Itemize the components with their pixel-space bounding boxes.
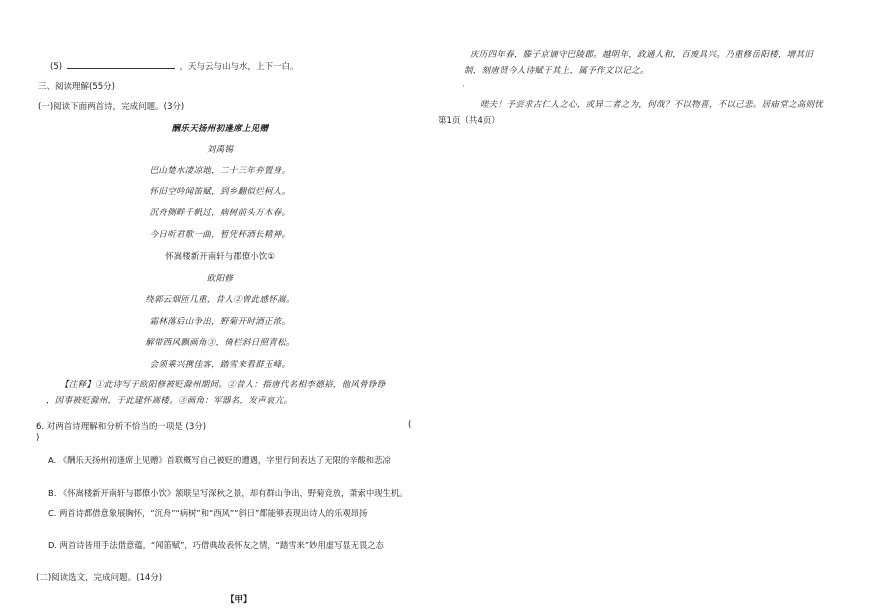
section3-heading: 三、阅读理解(55分) xyxy=(38,82,115,92)
answer-paren-close: ) xyxy=(36,433,40,443)
poem2-line: 会须乘兴携佳客，踏雪来看群玉峰。 xyxy=(149,360,291,370)
option-c: C. 两首诗都借意象展胸怀，“沉舟”“病树”和“西风”“斜日”都能够表现出诗人的乐观昂扬 xyxy=(48,508,368,518)
option-a: A. 《酬乐天扬州初逢席上见赠》首联概写自己被贬的遭遇，字里行间表达了无限的辛酸和悲凉 xyxy=(48,455,391,465)
poem1-title: 酬乐天扬州初逢席上见赠 xyxy=(171,124,269,134)
poem1-line: 巴山楚水凄凉地，二十三年弃置身。 xyxy=(149,166,291,176)
item5-number: (5) xyxy=(50,62,63,72)
stray-dot: · xyxy=(462,82,465,92)
annotation-line-2: ，因事被贬滁州，于此建怀嵩楼。③画角：军器名，发声哀亢。 xyxy=(46,396,293,406)
annotation-line-1: 【注释】①此诗写于欧阳修被贬滁州期间。②昔人：指唐代名相李德裕，他风骨铮铮 xyxy=(60,380,386,390)
part2-heading: (二)阅读选文，完成问题。(14分) xyxy=(36,573,163,583)
poem1-line: 沉舟侧畔千帆过，病树前头万木春。 xyxy=(149,208,291,218)
poem2-author: 欧阳修 xyxy=(206,274,234,284)
answer-paren-open: ( xyxy=(408,420,412,430)
jia-label: 【甲】 xyxy=(226,595,252,605)
poem1-author: 刘禹锡 xyxy=(206,145,234,155)
part1-heading: (一)阅读下面两首诗，完成问题。(3分) xyxy=(38,102,185,112)
passage-line-3: 嗟夫！予尝求古仁人之心，或异二者之为，何哉？不以物喜，不以己悲。居庙堂之高则忧 xyxy=(480,100,824,110)
poem2-line: 解带西风飘画角③，倚栏斜日照青松。 xyxy=(145,338,295,348)
question6-stem: 6. 对两首诗理解和分析不恰当的一项是 (3分) xyxy=(36,422,207,432)
poem2-title: 怀嵩楼新开南轩与郡僚小饮① xyxy=(165,252,275,262)
option-d: D. 两首诗皆用手法借意蕴，“闻笛赋”，巧借典故表怀友之情，“踏雪来”妙用虚写显无畏之态 xyxy=(48,540,384,550)
page-footer: 第1页（共4页） xyxy=(438,116,500,126)
fill-in-blank xyxy=(67,60,175,69)
poem1-line: 今日听君歌一曲，暂凭杯酒长精神。 xyxy=(149,230,291,240)
item5-text: ，天与云与山与水，上下一白。 xyxy=(179,62,299,72)
passage-line-2: 制，刻唐贤今人诗赋于其上，属予作文以记之。 xyxy=(464,66,649,76)
passage-line-1: 庆历四年春，滕子京谪守巴陵郡。越明年，政通人和，百废具兴。乃重修岳阳楼，增其旧 xyxy=(470,50,814,60)
poem1-line: 怀旧空吟闻笛赋，到乡翻似烂柯人。 xyxy=(149,187,291,197)
poem2-line: 霜林落后山争出，野菊开时酒正浓。 xyxy=(149,317,291,327)
poem2-line: 绕郭云烟匝几重，昔人②曾此感怀嵩。 xyxy=(145,295,295,305)
item5-line xyxy=(50,60,298,73)
option-b: B. 《怀嵩楼新开南轩与郡僚小饮》颔联呈写深秋之景，却有群山争出，野菊竞放，萧索中现生机。 xyxy=(48,488,408,498)
